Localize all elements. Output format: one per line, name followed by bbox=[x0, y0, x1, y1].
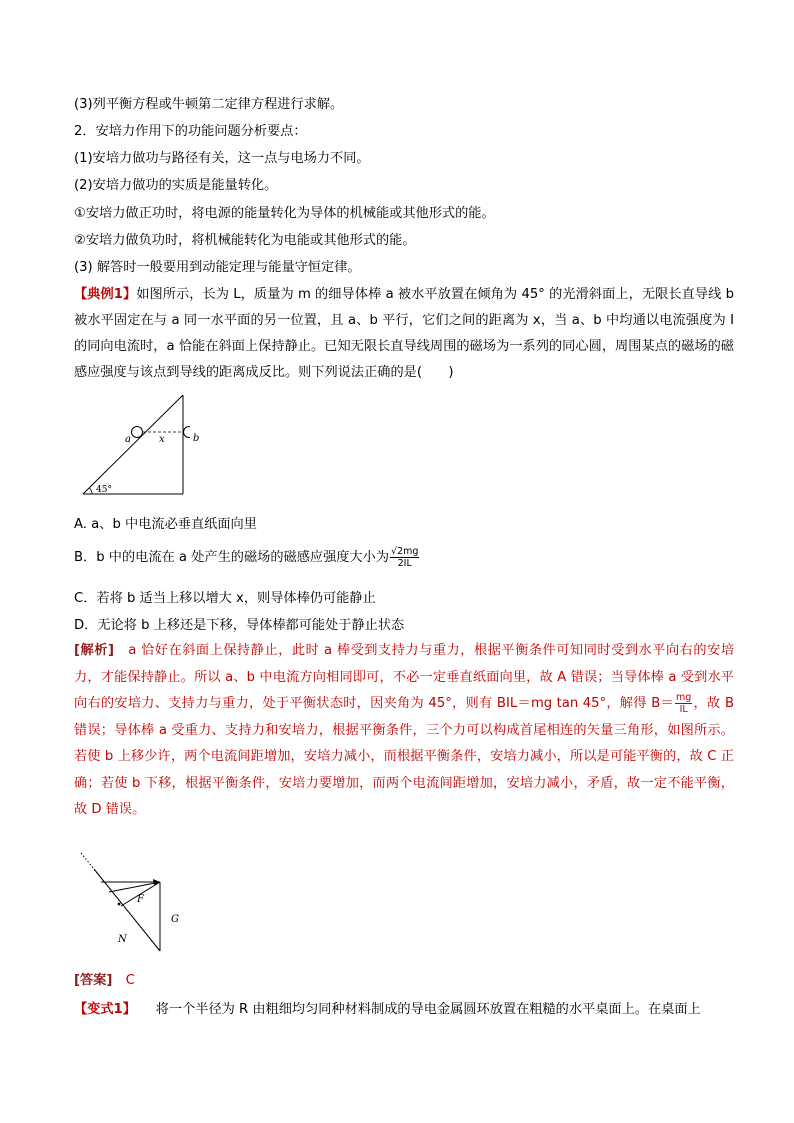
analysis-frac-den: IL bbox=[679, 703, 688, 715]
normal-force-N bbox=[94, 869, 160, 951]
variant-text: 将一个半径为 R 由粗细均匀同种材料制成的导电金属圆环放置在粗糙的水平桌面上。在桌面上 bbox=[155, 1002, 701, 1017]
option-b-numerator: √2mg bbox=[391, 545, 419, 557]
incline-hypotenuse bbox=[83, 395, 183, 494]
intro-line-6: ②安培力做负功时，将机械能转化为电能或其他形式的能。 bbox=[74, 233, 416, 248]
label-N: N bbox=[118, 934, 127, 945]
label-G: G bbox=[171, 914, 179, 925]
intro-line-5: ①安培力做正功时，将电源的能量转化为导体的机械能或其他形式的能。 bbox=[74, 206, 495, 221]
label-a: a bbox=[125, 434, 131, 445]
option-b-text: B．b 中的电流在 a 处产生的磁场的磁感应强度大小为 bbox=[74, 550, 390, 565]
rod-a-circle bbox=[132, 427, 143, 438]
example-paragraph bbox=[74, 282, 734, 386]
intro-line-4: (2)安培力做功的实质是能量转化。 bbox=[74, 178, 278, 193]
option-b-fraction bbox=[390, 546, 419, 569]
analysis-part2: ，故 B 错误；导体棒 a 受重力、支持力和安培力，根据平衡条件，三个力可以构成首尾相连的矢量三角形，如图所示。若使 b 上移少许，两个电流间距增加，安培力减小，而根据平衡条件，安培力减小，所以是可能平衡的，故 C 正确；若使 b 下移，根据平衡条件，安培力要增加，而两个电流间距增加，安培力减小，矛盾，故一定不能平衡，故 D 错误。 bbox=[74, 696, 734, 817]
analysis-part1: a 恰好在斜面上保持静止，此时 a 棒受到支持力与重力，根据平衡条件可知同时受到水平向右的安培力，才能保持静止。所以 a、b 中电流方向相同即可，不必一定垂直纸面向里，故 A 错误；当导体棒 a 受到水平向右的安培力、支持力与重力，处于平衡状态时，因夹角为 45°，则有 BIL＝mg tan 45°，解得 B＝ bbox=[74, 643, 735, 711]
variant-line bbox=[74, 1001, 701, 1018]
incline-figure bbox=[80, 393, 190, 497]
option-c: C．若将 b 适当上移以增大 x，则导体棒仍可能静止 bbox=[74, 591, 376, 606]
variant-tag: 【变式1】 bbox=[74, 1002, 130, 1017]
force-triangle-figure bbox=[76, 850, 186, 956]
answer-value: C bbox=[125, 973, 135, 988]
label-b-holder bbox=[190, 430, 204, 444]
example-text: 如图所示，长为 L，质量为 m 的细导体棒 a 被水平放置在倾角为 45° 的光滑斜面上，无限长直导线 b 被水平固定在与 a 同一水平面的另一位置，且 a、b 平行，它们之间的距离为 x，当 a、b 中均通以电流强度为 I 的同向电流时，a 恰能在斜面上保持静止。已知无限长直导线周围的磁场为一系列的同心圆，周围某点的磁场的磁感应强度与该点到导线的距离成反比。则下列说法正确的是( ) bbox=[74, 287, 734, 380]
option-d: D．无论将 b 上移还是下移，导体棒都可能处于静止状态 bbox=[74, 618, 405, 633]
option-a: A. a、b 中电流必垂直纸面向里 bbox=[74, 517, 257, 532]
answer-tag: [答案] bbox=[74, 973, 113, 988]
analysis-frac-num: mg bbox=[675, 691, 692, 703]
label-F: F bbox=[137, 894, 144, 905]
intro-line-7: (3) 解答时一般要用到动能定理与能量守恒定律。 bbox=[74, 260, 361, 275]
intro-line-1: (3)列平衡方程或牛顿第二定律方程进行求解。 bbox=[74, 97, 344, 112]
option-b-denominator: 2IL bbox=[397, 557, 412, 569]
angle-arc bbox=[90, 488, 93, 494]
label-x: x bbox=[159, 434, 165, 445]
answer-line bbox=[74, 972, 135, 989]
label-b: b bbox=[193, 433, 200, 444]
analysis-fraction bbox=[675, 692, 692, 715]
force-point bbox=[118, 903, 121, 906]
example-tag: 【典例1】 bbox=[74, 287, 137, 302]
analysis-paragraph bbox=[74, 638, 734, 824]
intro-line-2: 2．安培力作用下的功能问题分析要点： bbox=[74, 124, 307, 139]
intro-line-3: (1)安培力做功与路径有关，这一点与电场力不同。 bbox=[74, 151, 370, 166]
label-angle: 45° bbox=[96, 485, 112, 495]
analysis-tag: [解析] bbox=[74, 643, 115, 658]
option-b bbox=[74, 545, 420, 571]
